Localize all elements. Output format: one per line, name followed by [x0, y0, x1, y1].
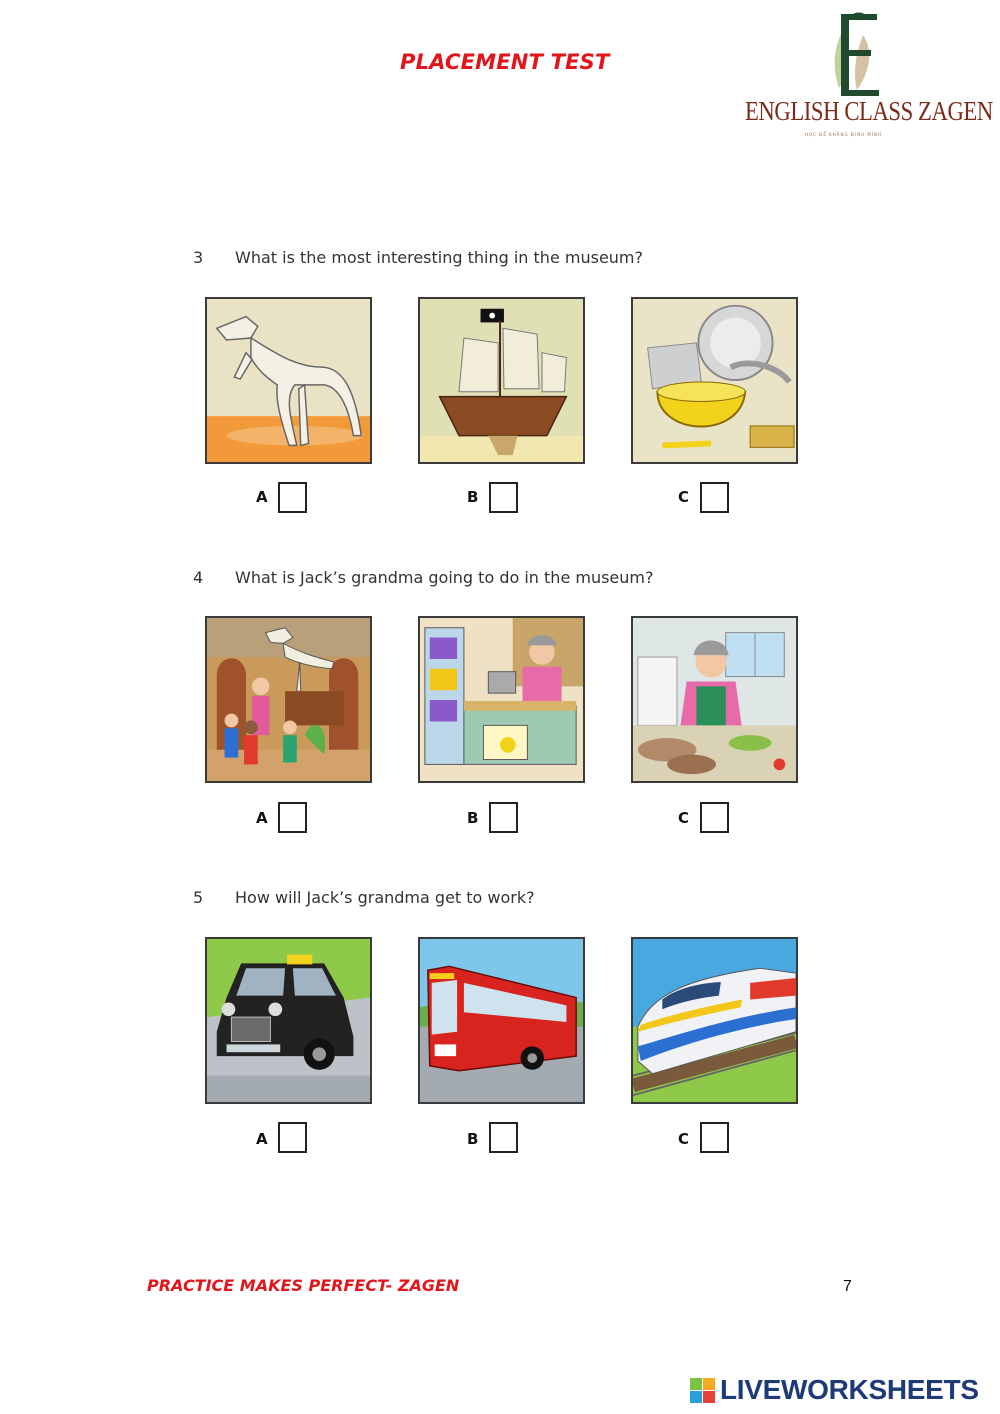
- question-text: What is Jack’s grandma going to do in the museum?: [235, 568, 654, 587]
- option-letter: C: [678, 809, 690, 827]
- q4-option-b-checkbox[interactable]: [489, 802, 518, 833]
- q5-option-a-checkbox[interactable]: [278, 1122, 307, 1153]
- train-image: [631, 937, 798, 1104]
- page-number: 7: [843, 1278, 852, 1295]
- taxi-image: [205, 937, 372, 1104]
- option-letter: B: [467, 1130, 479, 1148]
- question-4: [193, 568, 654, 587]
- question-text: How will Jack’s grandma get to work?: [235, 888, 535, 907]
- liveworksheets-watermark: [690, 1372, 990, 1408]
- pirate-ship-image: [418, 297, 585, 464]
- q5-option-b-checkbox[interactable]: [489, 1122, 518, 1153]
- option-letter: A: [256, 1130, 268, 1148]
- logo-letter-e-icon: [745, 10, 980, 100]
- gold-treasure-image: [631, 297, 798, 464]
- question-number: 4: [193, 568, 204, 587]
- kitchen-cooking-image: [631, 616, 798, 783]
- gift-shop-cashier-image: [418, 616, 585, 783]
- question-number: 5: [193, 888, 204, 907]
- museum-tour-guide-image: [205, 616, 372, 783]
- english-class-zagen-logo: [745, 10, 993, 140]
- watermark-text: LIVEWORKSHEETS: [720, 1374, 979, 1405]
- option-letter: A: [256, 488, 268, 506]
- q4-option-a-checkbox[interactable]: [278, 802, 307, 833]
- dinosaur-skeleton-image: [205, 297, 372, 464]
- footer-slogan: PRACTICE MAKES PERFECT- ZAGEN: [147, 1276, 460, 1295]
- liveworksheets-logo-icon: [690, 1378, 716, 1406]
- option-letter: A: [256, 809, 268, 827]
- q3-option-c-checkbox[interactable]: [700, 482, 729, 513]
- question-3: [193, 248, 643, 267]
- bus-image: [418, 937, 585, 1104]
- option-letter: C: [678, 488, 690, 506]
- logo-tagline: HỌC ĐỂ KHẲNG ĐỊNH MÌNH: [805, 132, 883, 137]
- question-5: [193, 888, 535, 907]
- option-letter: B: [467, 488, 479, 506]
- q3-option-b-checkbox[interactable]: [489, 482, 518, 513]
- question-text: What is the most interesting thing in the museum?: [235, 248, 643, 267]
- q4-option-c-checkbox[interactable]: [700, 802, 729, 833]
- q3-option-a-checkbox[interactable]: [278, 482, 307, 513]
- q5-option-c-checkbox[interactable]: [700, 1122, 729, 1153]
- option-letter: C: [678, 1130, 690, 1148]
- question-number: 3: [193, 248, 204, 267]
- logo-name: ENGLISH CLASS ZAGEN: [745, 96, 993, 126]
- option-letter: B: [467, 809, 479, 827]
- page-title: PLACEMENT TEST: [400, 50, 610, 74]
